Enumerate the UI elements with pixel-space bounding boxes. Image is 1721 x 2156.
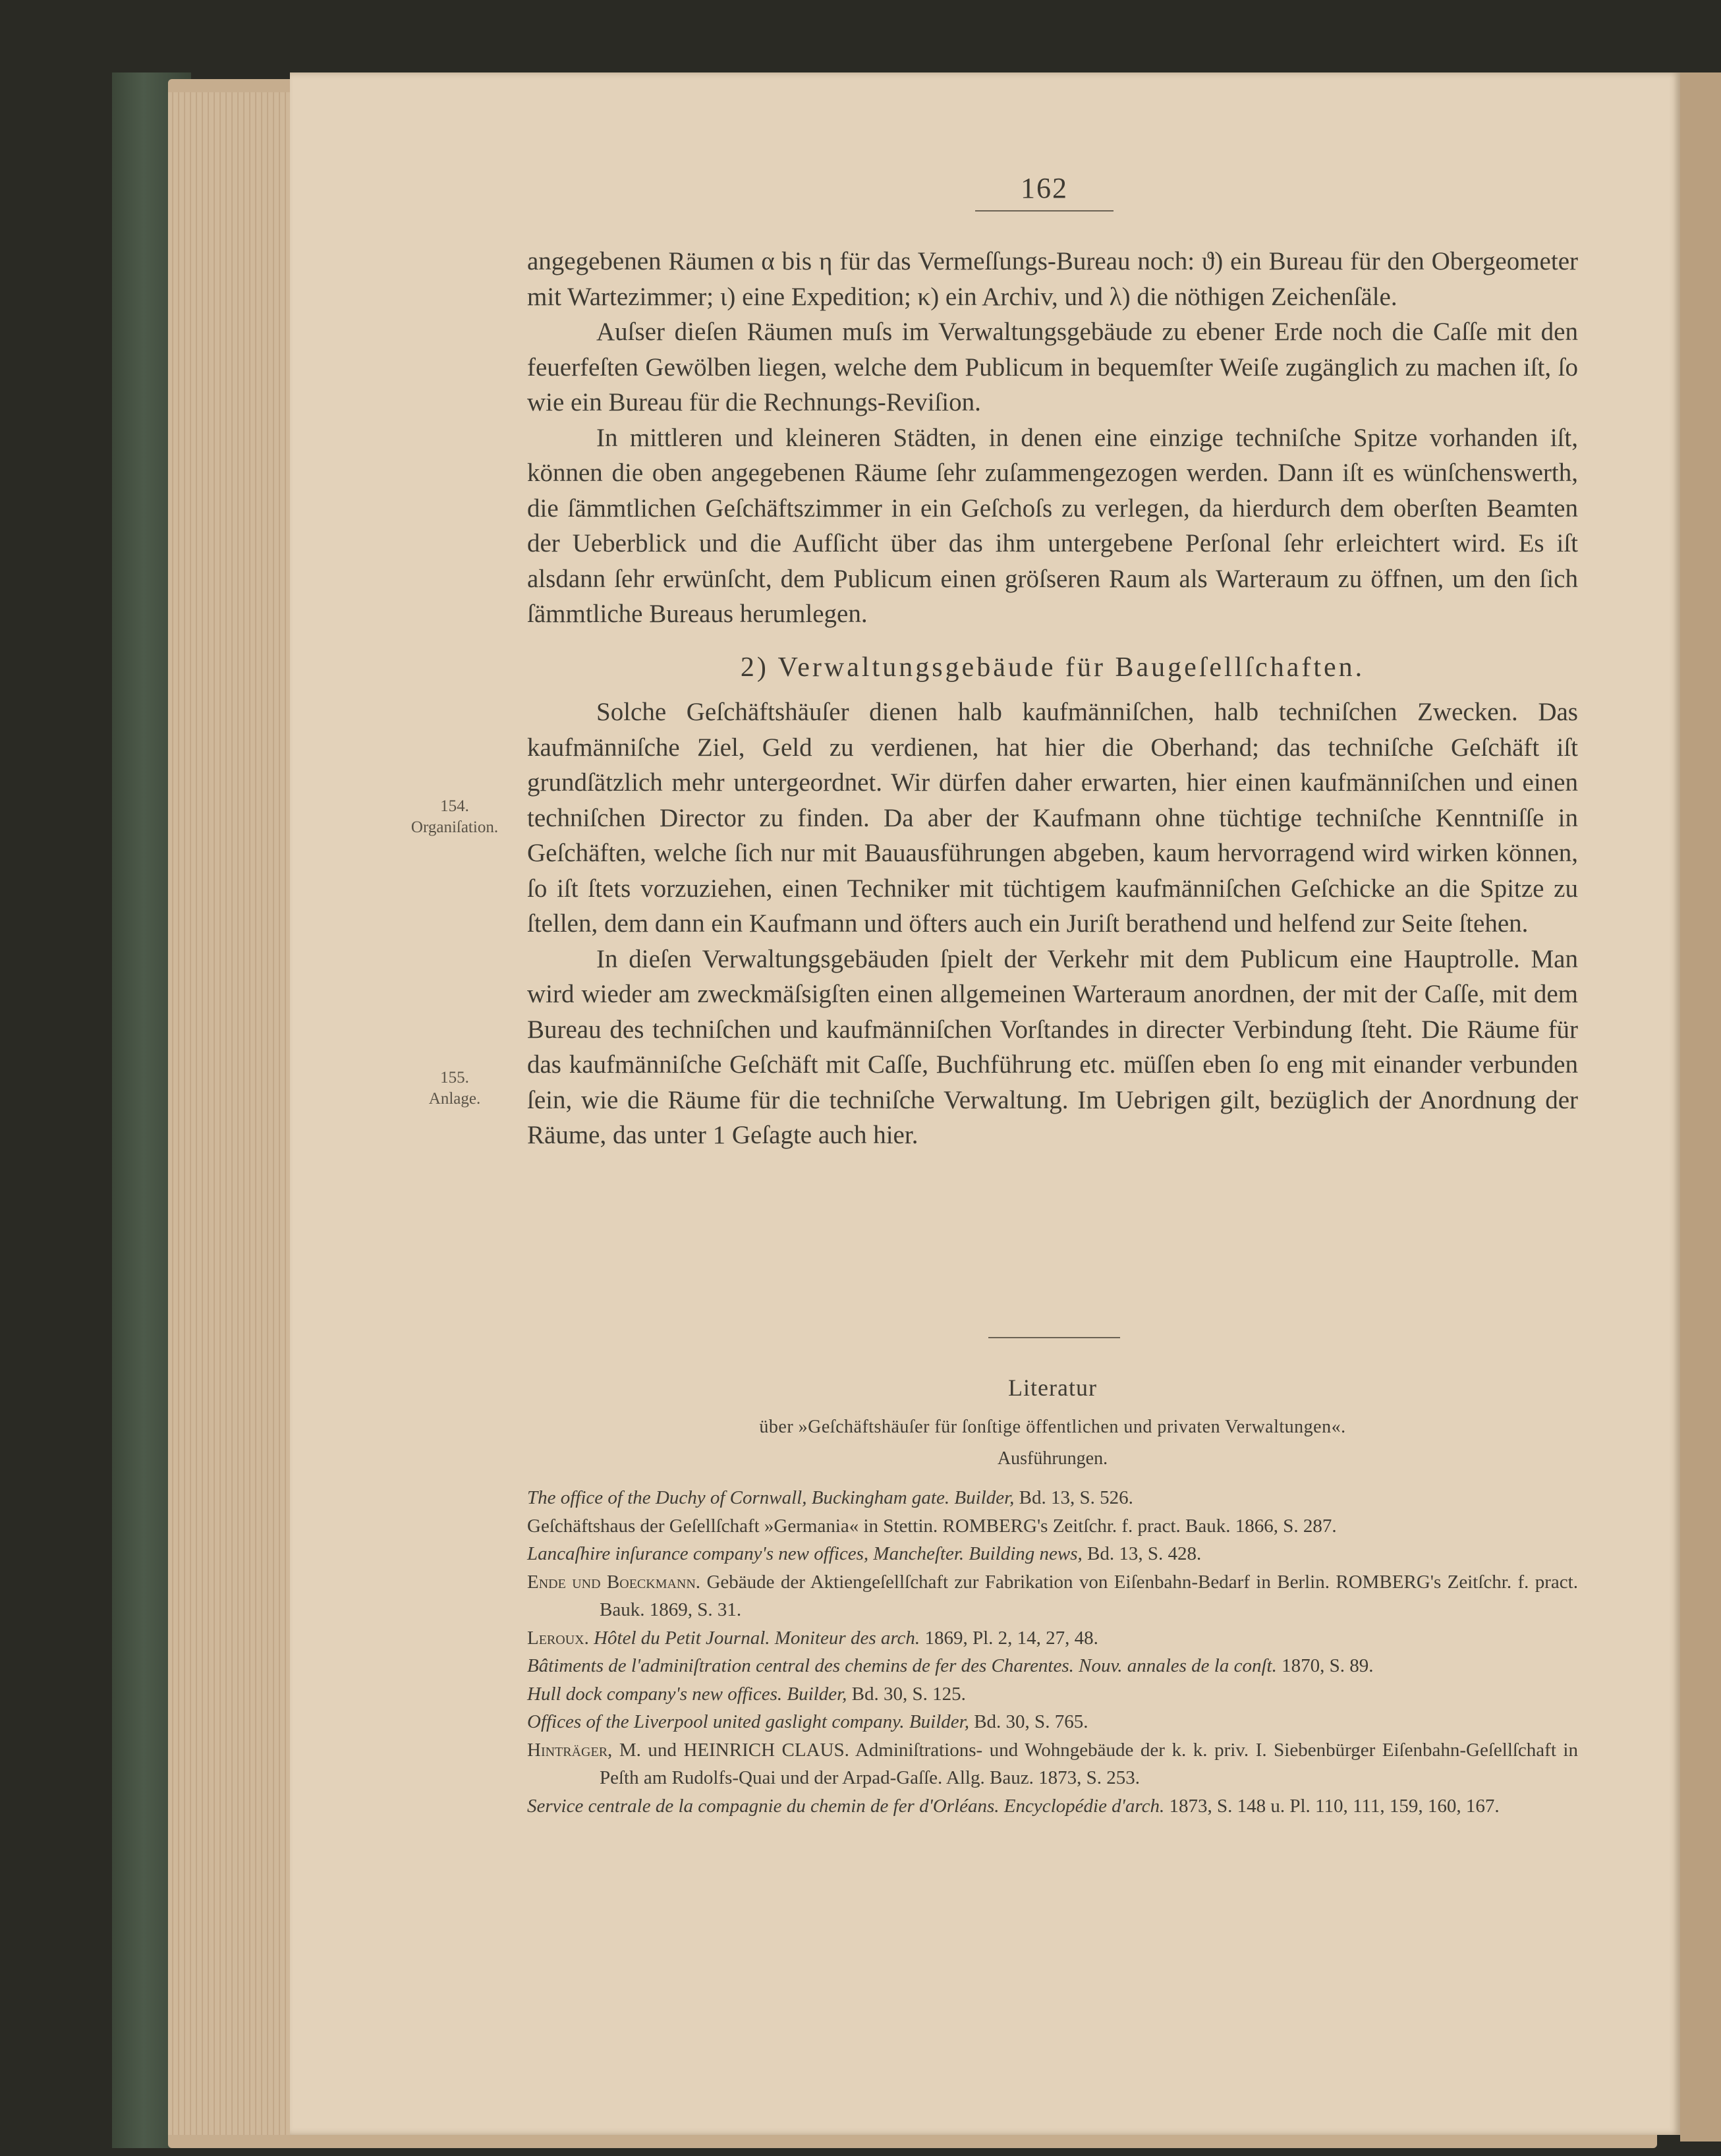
page-number: 162 bbox=[975, 171, 1114, 212]
literature-list bbox=[527, 1484, 1578, 1820]
literature-entry: Bâtiments de l'adminiſtration central des chemins de fer des Charentes. Nouv. annales de la conſt. 1870, S. 89. bbox=[527, 1655, 1374, 1676]
literature-entry: Lancaſhire inſurance company's new offices, Mancheſter. Building news, Bd. 13, S. 428. bbox=[527, 1543, 1202, 1564]
literature-section: Ausführungen. bbox=[997, 1448, 1108, 1469]
section-rule bbox=[988, 1337, 1120, 1338]
paragraph-1: angegebenen Räumen α bis η für das Vermeſſungs-Bureau noch: ϑ) ein Bureau für den Obergeometer mit Wartezimmer; ι) eine Expedition; κ) ein Archiv, und λ) die nöthigen Zeichenſäle. bbox=[527, 247, 1578, 311]
paragraph-2: Auſser dieſen Räumen muſs im Verwaltungsgebäude zu ebener Erde noch die Caſſe mit den feuerfeſten Gewölben liegen, welche dem Publicum in bequemſter Weiſe zugänglich zu machen iſt, ſo wie ein Bureau für die Rechnungs-Reviſion. bbox=[527, 318, 1578, 416]
literature-subtitle: über »Geſchäftshäuſer für ſonſtige öffentlichen und privaten Verwaltungen«. bbox=[759, 1417, 1346, 1437]
margin-note-155 bbox=[389, 1067, 521, 1110]
literature-entry: Geſchäftshaus der Geſellſchaft »Germania« in Stettin. ROMBERG's Zeitſchr. f. pract. Bauk. 1866, S. 287. bbox=[527, 1515, 1337, 1537]
literature-entry: Offices of the Liverpool united gaslight company. Builder, Bd. 30, S. 765. bbox=[527, 1711, 1088, 1732]
literature-entry: Hull dock company's new offices. Builder, Bd. 30, S. 125. bbox=[527, 1683, 966, 1705]
paragraph-3: In mittleren und kleineren Städten, in denen eine einzige techniſche Spitze vorhanden iſt, können die oben angegebenen Räume ſehr zuſammengezogen werden. Dann iſt es wünſchenswerth, die ſämmtlichen Geſchäftszimmer in ein Geſchoſs zu verlegen, da hierdurch dem oberſten Beamten der Ueberblick und die Aufſicht über das ihm untergebene Perſonal ſehr erleichtert wird. Es iſt alsdann ſehr erwünſcht, dem Publicum einen gröſseren Raum als Warteraum zu öffnen, um den ſich ſämmtliche Bureaus herumlegen. bbox=[527, 423, 1578, 628]
section-heading: 2) Verwaltungsgebäude für Baugeſellſchaften. bbox=[740, 652, 1365, 683]
literature-title: Literatur bbox=[1008, 1375, 1097, 1401]
margin-note-label: Organiſation. bbox=[410, 818, 499, 836]
margin-note-154 bbox=[389, 796, 521, 838]
facing-page-edge bbox=[1680, 72, 1721, 2142]
literature-entry: Ende und Boeckmann. Gebäude der Aktiengeſellſchaft zur Fabrikation von Eiſenbahn-Bedarf in Berlin. ROMBERG's Zeitſchr. f. pract. Bauk. 1869, S. 31. bbox=[527, 1571, 1578, 1620]
literature-entry: The office of the Duchy of Cornwall, Buckingham gate. Builder, Bd. 13, S. 526. bbox=[527, 1487, 1133, 1508]
paragraph-4: Solche Geſchäftshäuſer dienen halb kaufmänniſchen, halb techniſchen Zwecken. Das kaufmänniſche Ziel, Geld zu verdienen, hat hier die Oberhand; das techniſche Geſchäft iſt grundſätzlich mehr untergeordnet. Wir dürfen daher erwarten, hier einen kaufmänniſchen und einen techniſchen Director zu finden. Da aber der Kaufmann ohne tüchtige techniſche Kenntniſſe in Geſchäften, welche ſich nur mit Bauausführungen abgeben, kaum hervorragend wird wirken können, ſo iſt ſtets vorzuziehen, einen Techniker mit tüchtigem kaufmänniſchen Geſchicke an die Spitze zu ſtellen, dem dann ein Kaufmann und öfters auch ein Juriſt berathend und helfend zur Seite ſtehen. bbox=[527, 698, 1578, 938]
literature-entry: Service centrale de la compagnie du chemin de fer d'Orléans. Encyclopédie d'arch. 1873, S. 148 u. Pl. 110, 111, 159, 160, 167. bbox=[527, 1795, 1500, 1817]
margin-note-number: 154. bbox=[440, 797, 469, 815]
margin-note-number: 155. bbox=[440, 1069, 469, 1087]
literature-entry: Hinträger, M. und HEINRICH CLAUS. Adminiſtrations- und Wohngebäude der k. k. priv. I. Siebenbürger Eiſenbahn-Geſellſchaft in Peſth am Rudolfs-Quai und der Arpad-Gaſſe. Allg. Bauz. 1873, S. 253. bbox=[527, 1739, 1578, 1788]
page-edges bbox=[168, 92, 300, 2135]
margin-note-label: Anlage. bbox=[428, 1090, 481, 1108]
literature-entry: Leroux. Hôtel du Petit Journal. Moniteur des arch. 1869, Pl. 2, 14, 27, 48. bbox=[527, 1627, 1098, 1649]
paragraph-5: In dieſen Verwaltungsgebäuden ſpielt der Verkehr mit dem Publicum eine Hauptrolle. Man wird wieder am zweckmäſsigſten einen allgemeinen Warteraum anordnen, der mit der Caſſe, mit dem Bureau des techniſchen und kaufmänniſchen Vorſtandes in directer Verbindung ſteht. Die Räume für das kaufmänniſche Geſchäft mit Caſſe, Buchführung etc. müſſen eben ſo eng mit einander verbunden ſein, wie die Räume für die techniſche Verwaltung. Im Uebrigen gilt, bezüglich der Anordnung der Räume, das unter 1 Geſagte auch hier. bbox=[527, 944, 1578, 1149]
body-text bbox=[527, 244, 1578, 1153]
